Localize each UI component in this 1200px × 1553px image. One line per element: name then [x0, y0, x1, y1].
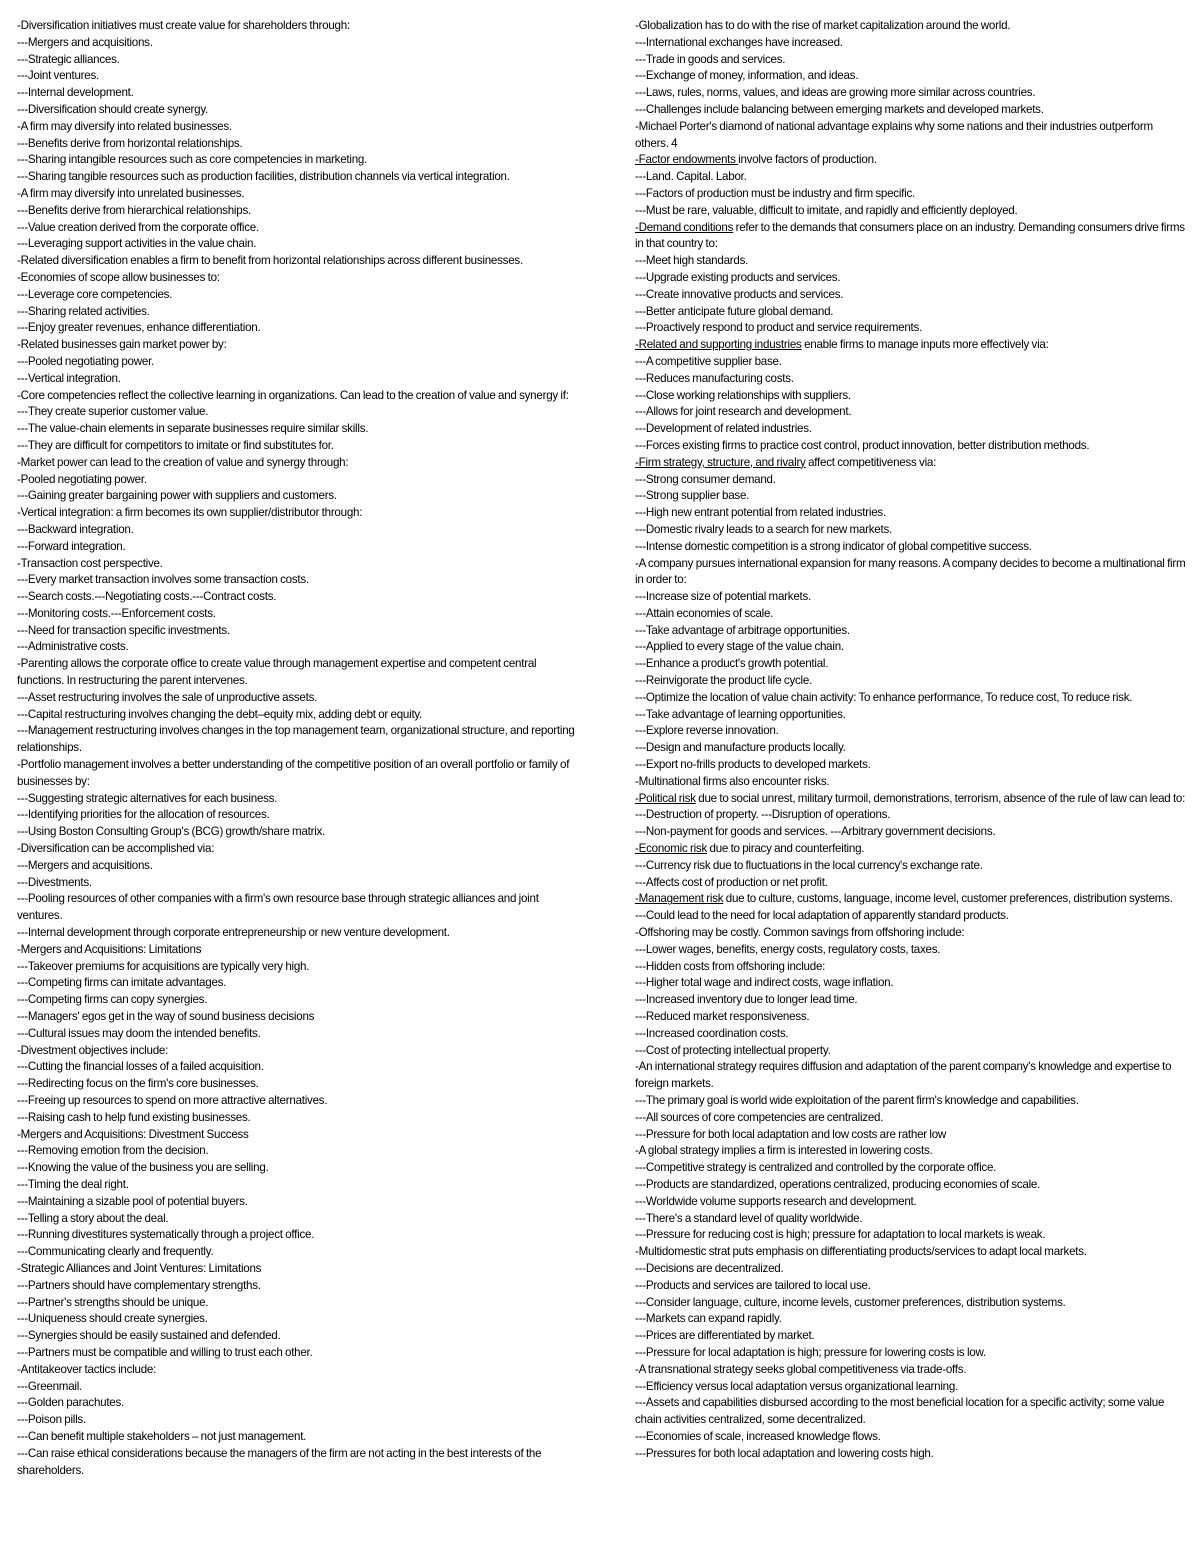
text-line: ---Export no-frills products to developed markets.: [635, 758, 871, 772]
text-line: ---Golden parachutes.: [17, 1396, 125, 1410]
text-line: -Related diversification enables a firm to benefit from horizontal relationships across different businesses.: [17, 254, 523, 268]
text-line: ---The primary goal is world wide exploitation of the parent firm's knowledge and capabilities.: [635, 1094, 1079, 1107]
text-line: ---Products are standardized, operations centralized, producing economies of scale.: [635, 1177, 1041, 1191]
text-line: -Economies of scope allow businesses to:: [17, 270, 220, 284]
text-line: ---Gaining greater bargaining power with suppliers and customers.: [17, 489, 337, 503]
text-line: ---Cultural issues may doom the intended benefits.: [17, 1026, 261, 1040]
text-line: [635, 220, 1187, 254]
text-line: ---Raising cash to help fund existing businesses.: [17, 1110, 251, 1124]
text-line: ---Every market transaction involves some transaction costs.: [17, 573, 309, 587]
text-line: ---Proactively respond to product and service requirements.: [635, 321, 923, 335]
text-line: ---Increased inventory due to longer lead time.: [635, 993, 858, 1007]
text-line: ---Using Boston Consulting Group's (BCG) growth/share matrix.: [17, 825, 326, 839]
text-line: ---Cost of protecting intellectual property.: [635, 1043, 831, 1057]
text-line: -Pooled negotiating power.: [17, 472, 147, 486]
text-line: -A firm may diversify into unrelated businesses.: [17, 186, 245, 200]
underlined-term: -Management risk: [635, 892, 724, 906]
text-line: -Offshoring may be costly. Common savings from offshoring include:: [635, 926, 965, 940]
text-line: ---Prices are differentiated by market.: [635, 1329, 815, 1343]
underlined-term: -Political risk: [635, 791, 696, 805]
text-line: ---Explore reverse innovation.: [635, 724, 779, 738]
text-line: ---Identifying priorities for the allocation of resources.: [17, 808, 270, 822]
text-line: ---Affects cost of production or net profit.: [635, 875, 828, 889]
text-line: ---Forward integration.: [17, 539, 126, 553]
text-line: ---Cutting the financial losses of a failed acquisition.: [17, 1060, 264, 1074]
line-text: enable firms to manage inputs more effectively via:: [801, 338, 1049, 352]
text-line: ---Competitive strategy is centralized and controlled by the corporate office.: [635, 1161, 997, 1175]
text-line: ---Enhance a product's growth potential.: [635, 657, 829, 671]
text-line: ---Development of related industries.: [635, 422, 812, 436]
text-line: ---Sharing intangible resources such as core competencies in marketing.: [17, 153, 368, 167]
text-line: ---Upgrade existing products and services.: [635, 270, 841, 284]
text-line: ---Takeover premiums for acquisitions are typically very high.: [17, 959, 310, 973]
text-line: ---Capital restructuring involves changing the debt–equity mix, adding debt or equity.: [17, 707, 423, 721]
text-line: ---A competitive supplier base.: [635, 354, 782, 368]
text-line: ---Economies of scale, increased knowledge flows.: [635, 1429, 881, 1443]
text-line: ---Higher total wage and indirect costs, wage inflation.: [635, 976, 894, 990]
text-line: ---Pressure for both local adaptation and low costs are rather low: [635, 1127, 947, 1141]
text-line: ---Pressure for reducing cost is high; pressure for adaptation to local markets is weak.: [635, 1228, 1046, 1242]
text-line: [635, 152, 1187, 169]
text-line: ---Managers' egos get in the way of sound business decisions: [17, 1010, 315, 1024]
text-line: ---Take advantage of learning opportunities.: [635, 707, 846, 721]
text-line: ---Competing firms can copy synergies.: [17, 993, 208, 1007]
text-line: ---Joint ventures.: [17, 69, 99, 83]
text-line: ---Currency risk due to fluctuations in the local currency's exchange rate.: [635, 858, 983, 872]
text-line: -Market power can lead to the creation of value and synergy through:: [17, 455, 349, 469]
text-line: ---Mergers and acquisitions.: [17, 858, 153, 872]
text-line: ---Intense domestic competition is a strong indicator of global competitive success.: [635, 539, 1032, 553]
text-line: ---Worldwide volume supports research and development.: [635, 1194, 917, 1208]
text-line: -Related businesses gain market power by:: [17, 338, 227, 352]
text-line: ---High new entrant potential from related industries.: [635, 506, 886, 520]
text-line: ---Reinvigorate the product life cycle.: [635, 674, 813, 688]
text-line: ---Internal development.: [17, 86, 134, 100]
text-line: ---Non-payment for goods and services. ---Arbitrary government decisions.: [635, 825, 996, 839]
text-line: ---Take advantage of arbitrage opportunities.: [635, 623, 850, 637]
text-line: [635, 337, 1187, 354]
text-line: ---Attain economies of scale.: [635, 606, 774, 620]
text-line: -Portfolio management involves a better understanding of the competitive position of an overall portfolio or family of businesses by:: [17, 758, 570, 788]
text-line: ---Poison pills.: [17, 1413, 86, 1427]
text-line: ---Administrative costs.: [17, 640, 129, 654]
text-line: ---Suggesting strategic alternatives for each business.: [17, 791, 278, 805]
text-line: ---They are difficult for competitors to imitate or find substitutes for.: [17, 438, 334, 452]
text-line: ---Partner's strengths should be unique.: [17, 1295, 209, 1309]
text-line: ---Sharing related activities.: [17, 304, 150, 318]
text-line: ---Pooling resources of other companies with a firm's own resource base through strategic alliances and joint ventures.: [17, 892, 539, 923]
text-line: ---Markets can expand rapidly.: [635, 1312, 782, 1326]
text-line: ---Trade in goods and services.: [635, 52, 786, 66]
text-line: ---Laws, rules, norms, values, and ideas are growing more similar across countries.: [635, 86, 1036, 100]
text-line: ---Strong supplier base.: [635, 489, 750, 503]
text-line: ---Challenges include balancing between emerging markets and developed markets.: [635, 102, 1044, 116]
text-line: ---Timing the deal right.: [17, 1177, 129, 1191]
underlined-term: -Demand conditions: [635, 220, 734, 234]
text-line: ---Removing emotion from the decision.: [17, 1144, 209, 1158]
text-line: ---Reduces manufacturing costs.: [635, 371, 794, 385]
text-line: ---Meet high standards.: [635, 254, 749, 268]
text-line: ---Lower wages, benefits, energy costs, regulatory costs, taxes.: [635, 942, 941, 956]
text-line: ---Partners should have complementary strengths.: [17, 1278, 261, 1292]
text-line: ---Monitoring costs.---Enforcement costs.: [17, 606, 216, 620]
text-line: ---Leveraging support activities in the value chain.: [17, 237, 257, 251]
underlined-term: -Related and supporting industries: [635, 338, 802, 352]
text-line: -Multidomestic strat puts emphasis on differentiating products/services to adapt local markets.: [635, 1245, 1087, 1259]
text-line: ---Exchange of money, information, and ideas.: [635, 69, 859, 83]
underlined-term: -Factor endowments: [635, 153, 739, 167]
text-line: ---Better anticipate future global demand.: [635, 304, 834, 318]
text-line: ---Pressure for local adaptation is high; pressure for lowering costs is low.: [635, 1345, 986, 1359]
text-line: ---Redirecting focus on the firm's core businesses.: [17, 1077, 259, 1091]
text-line: ---Assets and capabilities disbursed according to the most beneficial location for a specific activity; some value chain activities centralized, some decentralized.: [635, 1396, 1165, 1427]
text-line: ---Products and services are tailored to local use.: [635, 1278, 871, 1292]
text-line: -Mergers and Acquisitions: Limitations: [17, 942, 202, 956]
right-column: [635, 18, 1187, 1463]
text-line: ---Enjoy greater revenues, enhance differentiation.: [17, 321, 261, 335]
text-line: [635, 791, 1187, 808]
text-line: -Transaction cost perspective.: [17, 556, 163, 570]
line-text: due to piracy and counterfeiting.: [707, 842, 865, 856]
underlined-term: -Firm strategy, structure, and rivalry: [635, 455, 806, 469]
text-line: ---Must be rare, valuable, difficult to imitate, and rapidly and efficiently deployed.: [635, 203, 1018, 217]
text-line: ---Land. Capital. Labor.: [635, 170, 747, 184]
text-line: [635, 841, 1187, 858]
text-line: ---Increase size of potential markets.: [635, 590, 812, 604]
text-line: [635, 455, 1187, 472]
text-line: ---Backward integration.: [17, 522, 134, 536]
text-line: ---All sources of core competencies are centralized.: [635, 1110, 884, 1124]
text-line: ---Applied to every stage of the value chain.: [635, 640, 844, 654]
text-line: ---Pooled negotiating power.: [17, 354, 155, 368]
text-line: ---Optimize the location of value chain activity: To enhance performance, To reduce cost, To reduce risk.: [635, 690, 1133, 704]
text-line: -An international strategy requires diffusion and adaptation of the parent company's knowledge and expertise to foreign markets.: [635, 1060, 1172, 1091]
text-line: -Strategic Alliances and Joint Ventures: Limitations: [17, 1261, 262, 1275]
text-line: -Diversification can be accomplished via:: [17, 842, 215, 856]
text-line: -Parenting allows the corporate office to create value through management expertise and competent central functions. In restructuring the parent intervenes.: [17, 657, 537, 688]
line-text: refer to the demands that consumers place on an industry. Demanding consumers drive firms in that country to:: [635, 220, 1185, 251]
text-line: ---Need for transaction specific investments.: [17, 623, 230, 637]
text-line: ---Decisions are decentralized.: [635, 1261, 784, 1275]
text-line: -Vertical integration: a firm becomes its own supplier/distributor through:: [17, 506, 363, 520]
text-line: ---Diversification should create synergy.: [17, 102, 208, 116]
text-line: -Mergers and Acquisitions: Divestment Success: [17, 1127, 249, 1141]
text-line: -A firm may diversify into related businesses.: [17, 119, 232, 133]
text-line: ---Maintaining a sizable pool of potential buyers.: [17, 1194, 248, 1208]
text-line: ---They create superior customer value.: [17, 405, 209, 419]
text-line: ---Hidden costs from offshoring include:: [635, 959, 826, 973]
text-line: ---Competing firms can imitate advantages.: [17, 976, 227, 990]
text-line: -Globalization has to do with the rise of market capitalization around the world.: [635, 19, 1011, 32]
left-column: [17, 18, 577, 1479]
text-line: ---Strategic alliances.: [17, 52, 120, 66]
text-line: -Multinational firms also encounter risks.: [635, 774, 830, 788]
text-line: ---Pressures for both local adaptation and lowering costs high.: [635, 1446, 934, 1460]
text-line: ---Telling a story about the deal.: [17, 1211, 169, 1225]
text-line: ---Can benefit multiple stakeholders – not just management.: [17, 1429, 307, 1443]
text-line: ---Design and manufacture products locally.: [635, 741, 846, 755]
text-line: ---Allows for joint research and development.: [635, 405, 852, 419]
text-line: ---Partners must be compatible and willing to trust each other.: [17, 1345, 313, 1359]
text-line: ---Communicating clearly and frequently.: [17, 1245, 214, 1259]
text-line: ---Efficiency versus local adaptation versus organizational learning.: [635, 1379, 959, 1393]
text-line: -Core competencies reflect the collective learning in organizations. Can lead to the creation of value and synergy if:: [17, 388, 569, 402]
text-line: ---Domestic rivalry leads to a search for new markets.: [635, 522, 892, 536]
text-line: -Michael Porter's diamond of national advantage explains why some nations and their industries outperform others. 4: [635, 119, 1153, 150]
text-line: ---Synergies should be easily sustained and defended.: [17, 1329, 281, 1343]
text-line: ---Sharing tangible resources such as production facilities, distribution channels via vertical integration.: [17, 170, 510, 184]
text-line: [635, 891, 1187, 908]
text-line: -A company pursues international expansion for many reasons. A company decides to become a multinational firm in order to:: [635, 556, 1186, 587]
line-text: involve factors of production.: [738, 153, 877, 167]
text-line: ---International exchanges have increased.: [635, 35, 843, 49]
text-line: ---Freeing up resources to spend on more attractive alternatives.: [17, 1094, 328, 1107]
text-line: ---Search costs.---Negotiating costs.---Contract costs.: [17, 590, 277, 604]
text-line: ---Factors of production must be industry and firm specific.: [635, 186, 915, 200]
text-line: ---Value creation derived from the corporate office.: [17, 220, 259, 234]
text-line: ---Close working relationships with suppliers.: [635, 388, 851, 402]
text-line: ---Asset restructuring involves the sale of unproductive assets.: [17, 690, 318, 704]
text-line: -Diversification initiatives must create value for shareholders through:: [17, 19, 350, 32]
text-line: ---Increased coordination costs.: [635, 1026, 789, 1040]
text-line: ---Consider language, culture, income levels, customer preferences, distribution systems.: [635, 1295, 1066, 1309]
text-line: ---Strong consumer demand.: [635, 472, 776, 486]
line-text: due to culture, customs, language, income level, customer preferences, distribution systems.: [723, 892, 1173, 906]
text-line: ---Knowing the value of the business you are selling.: [17, 1161, 269, 1175]
line-text: affect competitiveness via:: [805, 455, 937, 469]
text-line: ---Can raise ethical considerations because the managers of the firm are not acting in the best interests of the shareholders.: [17, 1446, 542, 1477]
text-line: ---Could lead to the need for local adaptation of apparently standard products.: [635, 909, 1009, 923]
text-line: ---Mergers and acquisitions.: [17, 35, 153, 49]
text-line: ---Reduced market responsiveness.: [635, 1010, 810, 1024]
text-line: -A global strategy implies a firm is interested in lowering costs.: [635, 1144, 933, 1158]
text-line: -Divestment objectives include:: [17, 1043, 169, 1057]
text-line: -Antitakeover tactics include:: [17, 1362, 157, 1376]
line-text: due to social unrest, military turmoil, demonstrations, terrorism, absence of the rule of law can lead to:: [695, 791, 1186, 805]
text-line: ---Create innovative products and services.: [635, 287, 844, 301]
text-line: ---Management restructuring involves changes in the top management team, organizational structure, and reporting relationships.: [17, 724, 575, 755]
text-line: ---Benefits derive from horizontal relationships.: [17, 136, 243, 150]
text-line: ---Internal development through corporate entrepreneurship or new venture development.: [17, 926, 450, 940]
underlined-term: -Economic risk: [635, 842, 708, 856]
text-line: ---Benefits derive from hierarchical relationships.: [17, 203, 251, 217]
text-line: ---Destruction of property. ---Disruption of operations.: [635, 808, 891, 822]
text-line: ---Running divestitures systematically through a project office.: [17, 1228, 315, 1242]
text-line: ---The value-chain elements in separate businesses require similar skills.: [17, 422, 369, 436]
text-line: ---Uniqueness should create synergies.: [17, 1312, 208, 1326]
text-line: -A transnational strategy seeks global competitiveness via trade-offs.: [635, 1362, 967, 1376]
text-line: ---Greenmail.: [17, 1379, 83, 1393]
text-line: ---There's a standard level of quality worldwide.: [635, 1211, 863, 1225]
text-line: ---Divestments.: [17, 875, 92, 889]
text-line: ---Forces existing firms to practice cost control, product innovation, better distribution methods.: [635, 438, 1090, 452]
text-line: ---Leverage core competencies.: [17, 287, 173, 301]
text-line: ---Vertical integration.: [17, 371, 121, 385]
